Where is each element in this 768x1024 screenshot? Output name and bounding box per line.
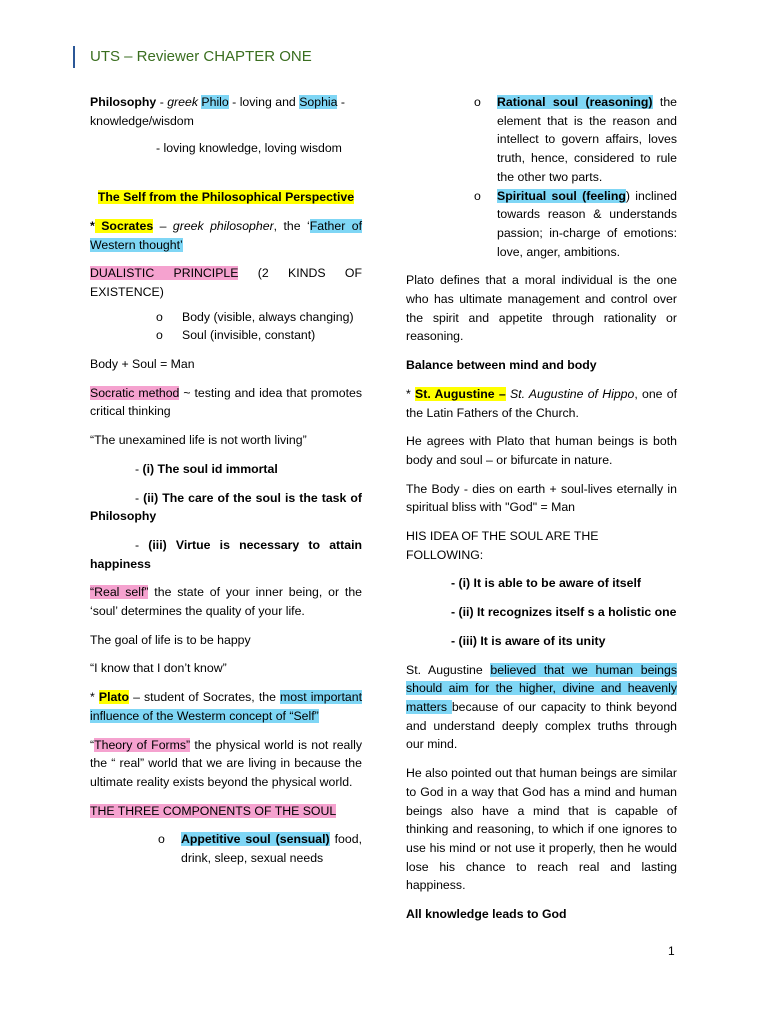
socrates-intro: [90, 217, 362, 254]
real-self: [90, 583, 362, 620]
dualistic-rest: (2 KINDS OF EXISTENCE): [90, 266, 362, 299]
plato-intro: [90, 688, 362, 725]
socratic-method: [90, 384, 362, 421]
bullet-text: [497, 93, 677, 187]
philosophy-term: Philosophy: [90, 95, 157, 109]
right-column: [406, 93, 677, 934]
theory-of-forms: [90, 736, 362, 792]
bullet-marker: o: [156, 328, 163, 343]
his-idea-heading: HIS IDEA OF THE SOUL ARE THE FOLLOWING:: [406, 529, 599, 562]
sophia-highlight: Sophia: [299, 95, 338, 109]
forms-rest: the physical world is not really the “ real” world that we are living in because the ultimate reality exists beyond the physical world.: [90, 737, 362, 789]
real-self-label: “Real self”: [90, 585, 149, 600]
header-accent-bar: [73, 46, 75, 68]
body-dies: The Body - dies on earth + soul-lives eternally in spiritual bliss with "God" = Man: [406, 481, 677, 515]
body-soul-equation: Body + Soul = Man: [90, 357, 195, 372]
believed-pre: St. Augustine: [406, 662, 491, 677]
goal-of-life: The goal of life is to be happy: [90, 632, 251, 647]
dash: -: [135, 490, 144, 505]
tenet-immortal: [90, 460, 362, 479]
spiritual-label: Spiritual soul (feeling: [497, 188, 626, 203]
list-item: [406, 93, 677, 187]
bullet-text: [497, 187, 677, 262]
tenet-care: [90, 489, 362, 526]
open-quote: “: [90, 737, 95, 752]
star-marker: *: [406, 386, 416, 401]
appetitive-rest: food, drink, sleep, sexual needs: [181, 832, 362, 866]
tenet-text: (i) The soul id immortal: [142, 461, 278, 476]
section-title-philosophical: [90, 188, 362, 207]
believed-highlight: believed that we human beings should aim for the higher, divine and heavenly matters: [406, 662, 677, 714]
augustine-intro: [406, 385, 677, 422]
spiritual-rest: inclined towards reason & understands passion; in-charge of emotions: love, anger, ambitions.: [497, 188, 677, 259]
separator: -: [156, 95, 168, 109]
bullet-marker: o: [474, 188, 481, 203]
list-item: [90, 830, 362, 867]
bullet-marker: o: [474, 95, 481, 109]
socratic-rest: ~ testing and idea that promotes critical thinking: [90, 385, 362, 419]
loving-text: - loving and: [228, 95, 300, 109]
socrates-role: greek philosopher: [172, 218, 274, 233]
plato-mid: – student of Socrates, the: [128, 690, 281, 705]
dash: -: [135, 461, 143, 476]
dash: –: [153, 218, 173, 233]
idea-aware-of-itself: - (i) It is able to be aware of itself: [451, 576, 641, 591]
augustine-name: St. Augustine –: [415, 386, 506, 401]
bullet-marker: o: [156, 309, 163, 324]
dualistic-label: DUALISTIC PRINCIPLE: [90, 266, 239, 281]
rational-label: Rational soul (reasoning): [497, 95, 653, 109]
dash: -: [135, 537, 149, 552]
augustine-hippo: St. Augustine of Hippo: [509, 386, 635, 401]
section-title-text: The Self from the Philosophical Perspective: [97, 190, 355, 205]
pointed-out: He also pointed out that human beings are similar to God in a way that God has a mind and human beings also have a mind that is capable of thinking and reasoning, to which if one ignores to use his mind or not use it properly, then he would lose his chance to reach real and lasting happiness.: [406, 766, 677, 893]
real-self-rest: the state of your inner being, or the ‘soul’ determines the quality of your life.: [90, 585, 362, 619]
left-column: [90, 93, 362, 868]
components-title-text: THE THREE COMPONENTS OF THE SOUL: [90, 803, 337, 818]
close-paren: ): [625, 188, 630, 203]
tenet-text: (iii) Virtue is necessary to attain happiness: [90, 537, 362, 571]
bullet-marker: o: [158, 832, 165, 847]
father-of-western-thought: Father of Western thought’: [90, 218, 363, 252]
knowledge-text: - knowledge/wisdom: [90, 95, 345, 128]
rational-rest: the element that is the reason and intellect to govern affairs, loves truth, hence, considered to rule the other two parts.: [497, 95, 677, 184]
unexamined-quote: “The unexamined life is not worth living”: [90, 433, 307, 448]
balance-heading: Balance between mind and body: [406, 358, 597, 373]
comma: , the ‘: [273, 218, 310, 233]
list-item: [90, 326, 362, 345]
philo-highlight: Philo: [201, 95, 229, 109]
plato-influence: most important influence of the Westerm concept of “Self”: [90, 690, 363, 723]
idea-holistic: - (ii) It recognizes itself s a holistic one: [451, 605, 677, 620]
socrates-name: Socrates: [94, 218, 154, 233]
list-item: [406, 187, 677, 262]
philosophy-meaning: - loving knowledge, loving wisdom: [156, 141, 342, 156]
idea-unity: - (iii) It is aware of its unity: [451, 633, 606, 648]
augustine-believed: [406, 661, 677, 755]
bullet-text: Soul (invisible, constant): [182, 328, 316, 343]
components-title: [90, 802, 362, 821]
dualistic-principle: [90, 264, 362, 301]
believed-rest: because of our capacity to think beyond and understand deeply complex truths through our mind.: [406, 699, 677, 752]
plato-name: Plato: [98, 690, 129, 705]
greek-label: greek: [167, 95, 198, 109]
star-marker: *: [90, 218, 95, 233]
agrees-with-plato: He agrees with Plato that human beings is both body and soul – or bifurcate in nature.: [406, 434, 677, 467]
forms-label: Theory of Forms”: [94, 737, 191, 752]
socratic-label: Socratic method: [90, 385, 180, 400]
plato-moral: Plato defines that a moral individual is the one who has ultimate management and control over the spirit and appetite through rationality or reasoning.: [406, 273, 677, 344]
tenet-text: (ii) The care of the soul is the task of Philosophy: [90, 490, 363, 524]
tenet-virtue: [90, 536, 362, 573]
list-item: [90, 308, 362, 327]
augustine-rest: , one of the Latin Fathers of the Church.: [406, 386, 678, 420]
all-knowledge: All knowledge leads to God: [406, 907, 567, 922]
page-number: 1: [668, 944, 675, 958]
page-header-title: UTS – Reviewer CHAPTER ONE: [90, 48, 312, 65]
philosophy-definition: [90, 93, 362, 130]
know-quote: “I know that I don’t know”: [90, 661, 227, 676]
bullet-text: [181, 830, 362, 867]
star-marker: *: [90, 690, 99, 705]
appetitive-label: Appetitive soul (sensual): [181, 832, 330, 847]
bullet-text: Body (visible, always changing): [182, 309, 354, 324]
